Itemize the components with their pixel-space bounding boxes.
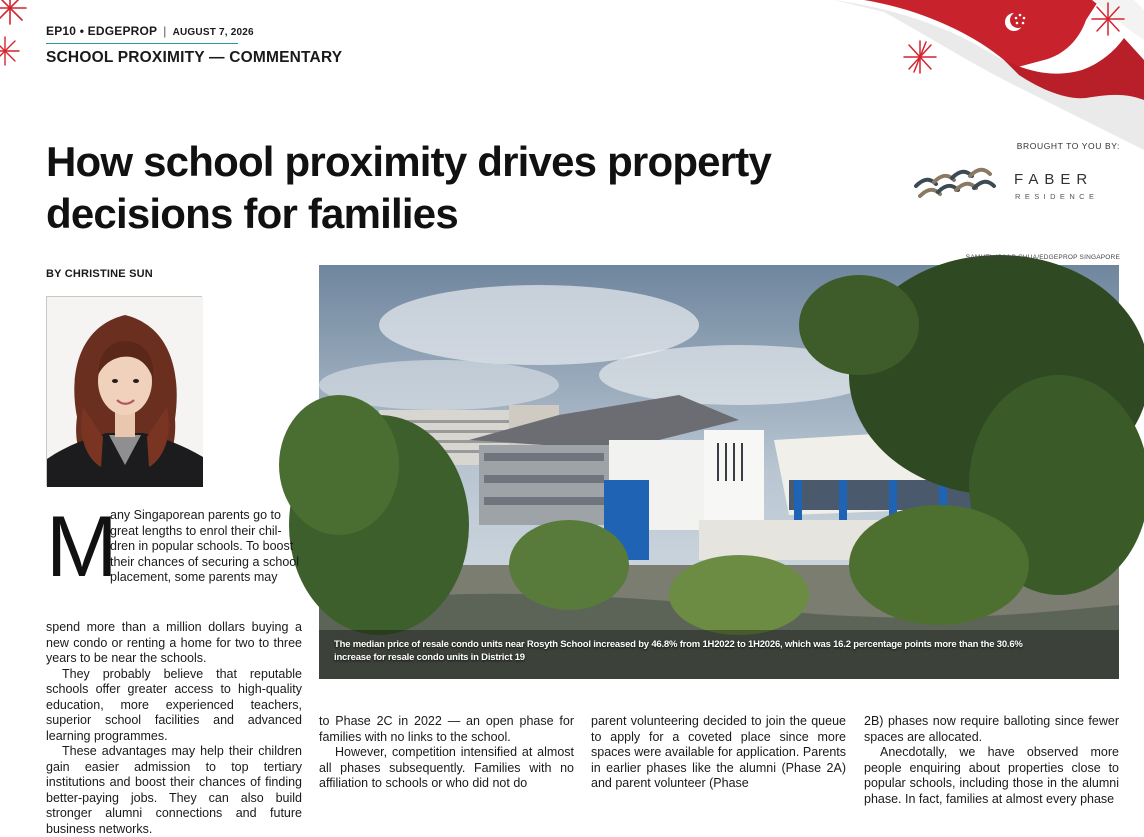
dropcap-paragraph [46, 499, 302, 620]
school-photo [319, 265, 1119, 679]
headline: How school proximity drives property decisions for families [46, 138, 772, 237]
firework-icon [896, 36, 944, 78]
byline: BY CHRISTINE SUN [46, 268, 153, 280]
faber-wave-logo [912, 164, 1002, 200]
paragraph: However, competition intensified at almost all phases subsequently. Families with no affiliation to schools or who did not do [319, 745, 574, 790]
column-4 [864, 714, 1119, 807]
column-1-intro [46, 499, 302, 620]
firework-icon [0, 34, 22, 68]
paragraph: 2B) phases now require balloting since fewer spaces are allocated. [864, 714, 1119, 744]
dropcap-line: placement, some parents may [110, 570, 278, 584]
issue-date: AUGUST 7, 2026 [172, 27, 254, 38]
sponsor-subtitle: RESIDENCE [1015, 192, 1099, 201]
section-label: SCHOOL PROXIMITY — COMMENTARY [46, 49, 343, 66]
photo-credit: SAMUEL ISAAC CHUA/EDGEPROP SINGAPORE [965, 254, 1120, 261]
paragraph: Anecdotally, we have observed more people enquiring about properties close to popular schools, including those in the alumni phase. In fact, families at almost every phase [864, 745, 1119, 806]
paragraph: parent volunteering decided to join the queue to apply for a coveted place since more spaces were available for application. Parents in earlier phases like the alumni (Phase 2A) and parent volunteer (Phase [591, 714, 846, 790]
paragraph: They probably believe that reputable schools offer greater access to high-quality education, more experienced teachers, superior school facilities and advanced learning programmes. [46, 666, 302, 743]
dropcap-letter: M [46, 499, 114, 595]
photo-caption: The median price of resale condo units near Rosyth School increased by 46.8% from 1H2022 to 1H2026, which was 16.2 percentage points more than the 30.6% increase for resale condo units in District 19 [334, 639, 1023, 663]
paragraph: to Phase 2C in 2022 — an open phase for families with no links to the school. [319, 714, 574, 744]
sponsor-name: FABER [1014, 171, 1094, 188]
bullet: • [76, 24, 88, 38]
column-3 [591, 714, 846, 792]
paragraph: These advantages may help their children gain easier admission to top tertiary institutions and boost their chances of finding better-paying jobs. They can also build stronger alumni connections and future business networks. [46, 744, 302, 836]
masthead-rule [46, 43, 238, 44]
firework-icon [1084, 0, 1132, 42]
column-1-body [46, 620, 302, 837]
issue-number: EP10 [46, 24, 77, 38]
masthead [46, 24, 254, 38]
sponsor-label: BROUGHT TO YOU BY: [1016, 141, 1120, 151]
column-2 [319, 714, 574, 792]
firework-icon [0, 0, 34, 28]
publication-name: EDGEPROP [87, 24, 158, 38]
dropcap-line: any Singaporean parents go to [110, 508, 281, 522]
author-portrait [46, 296, 202, 486]
paragraph: spend more than a million dollars buying a new condo or renting a home for two to three years to be near the schools. [46, 620, 302, 665]
separator: | [163, 24, 167, 38]
dropcap-line: dren in popular schools. To boost [110, 539, 294, 553]
dropcap-line: great lengths to enrol their chil- [110, 523, 282, 538]
dropcap-line: their chances of securing a school [110, 554, 299, 569]
